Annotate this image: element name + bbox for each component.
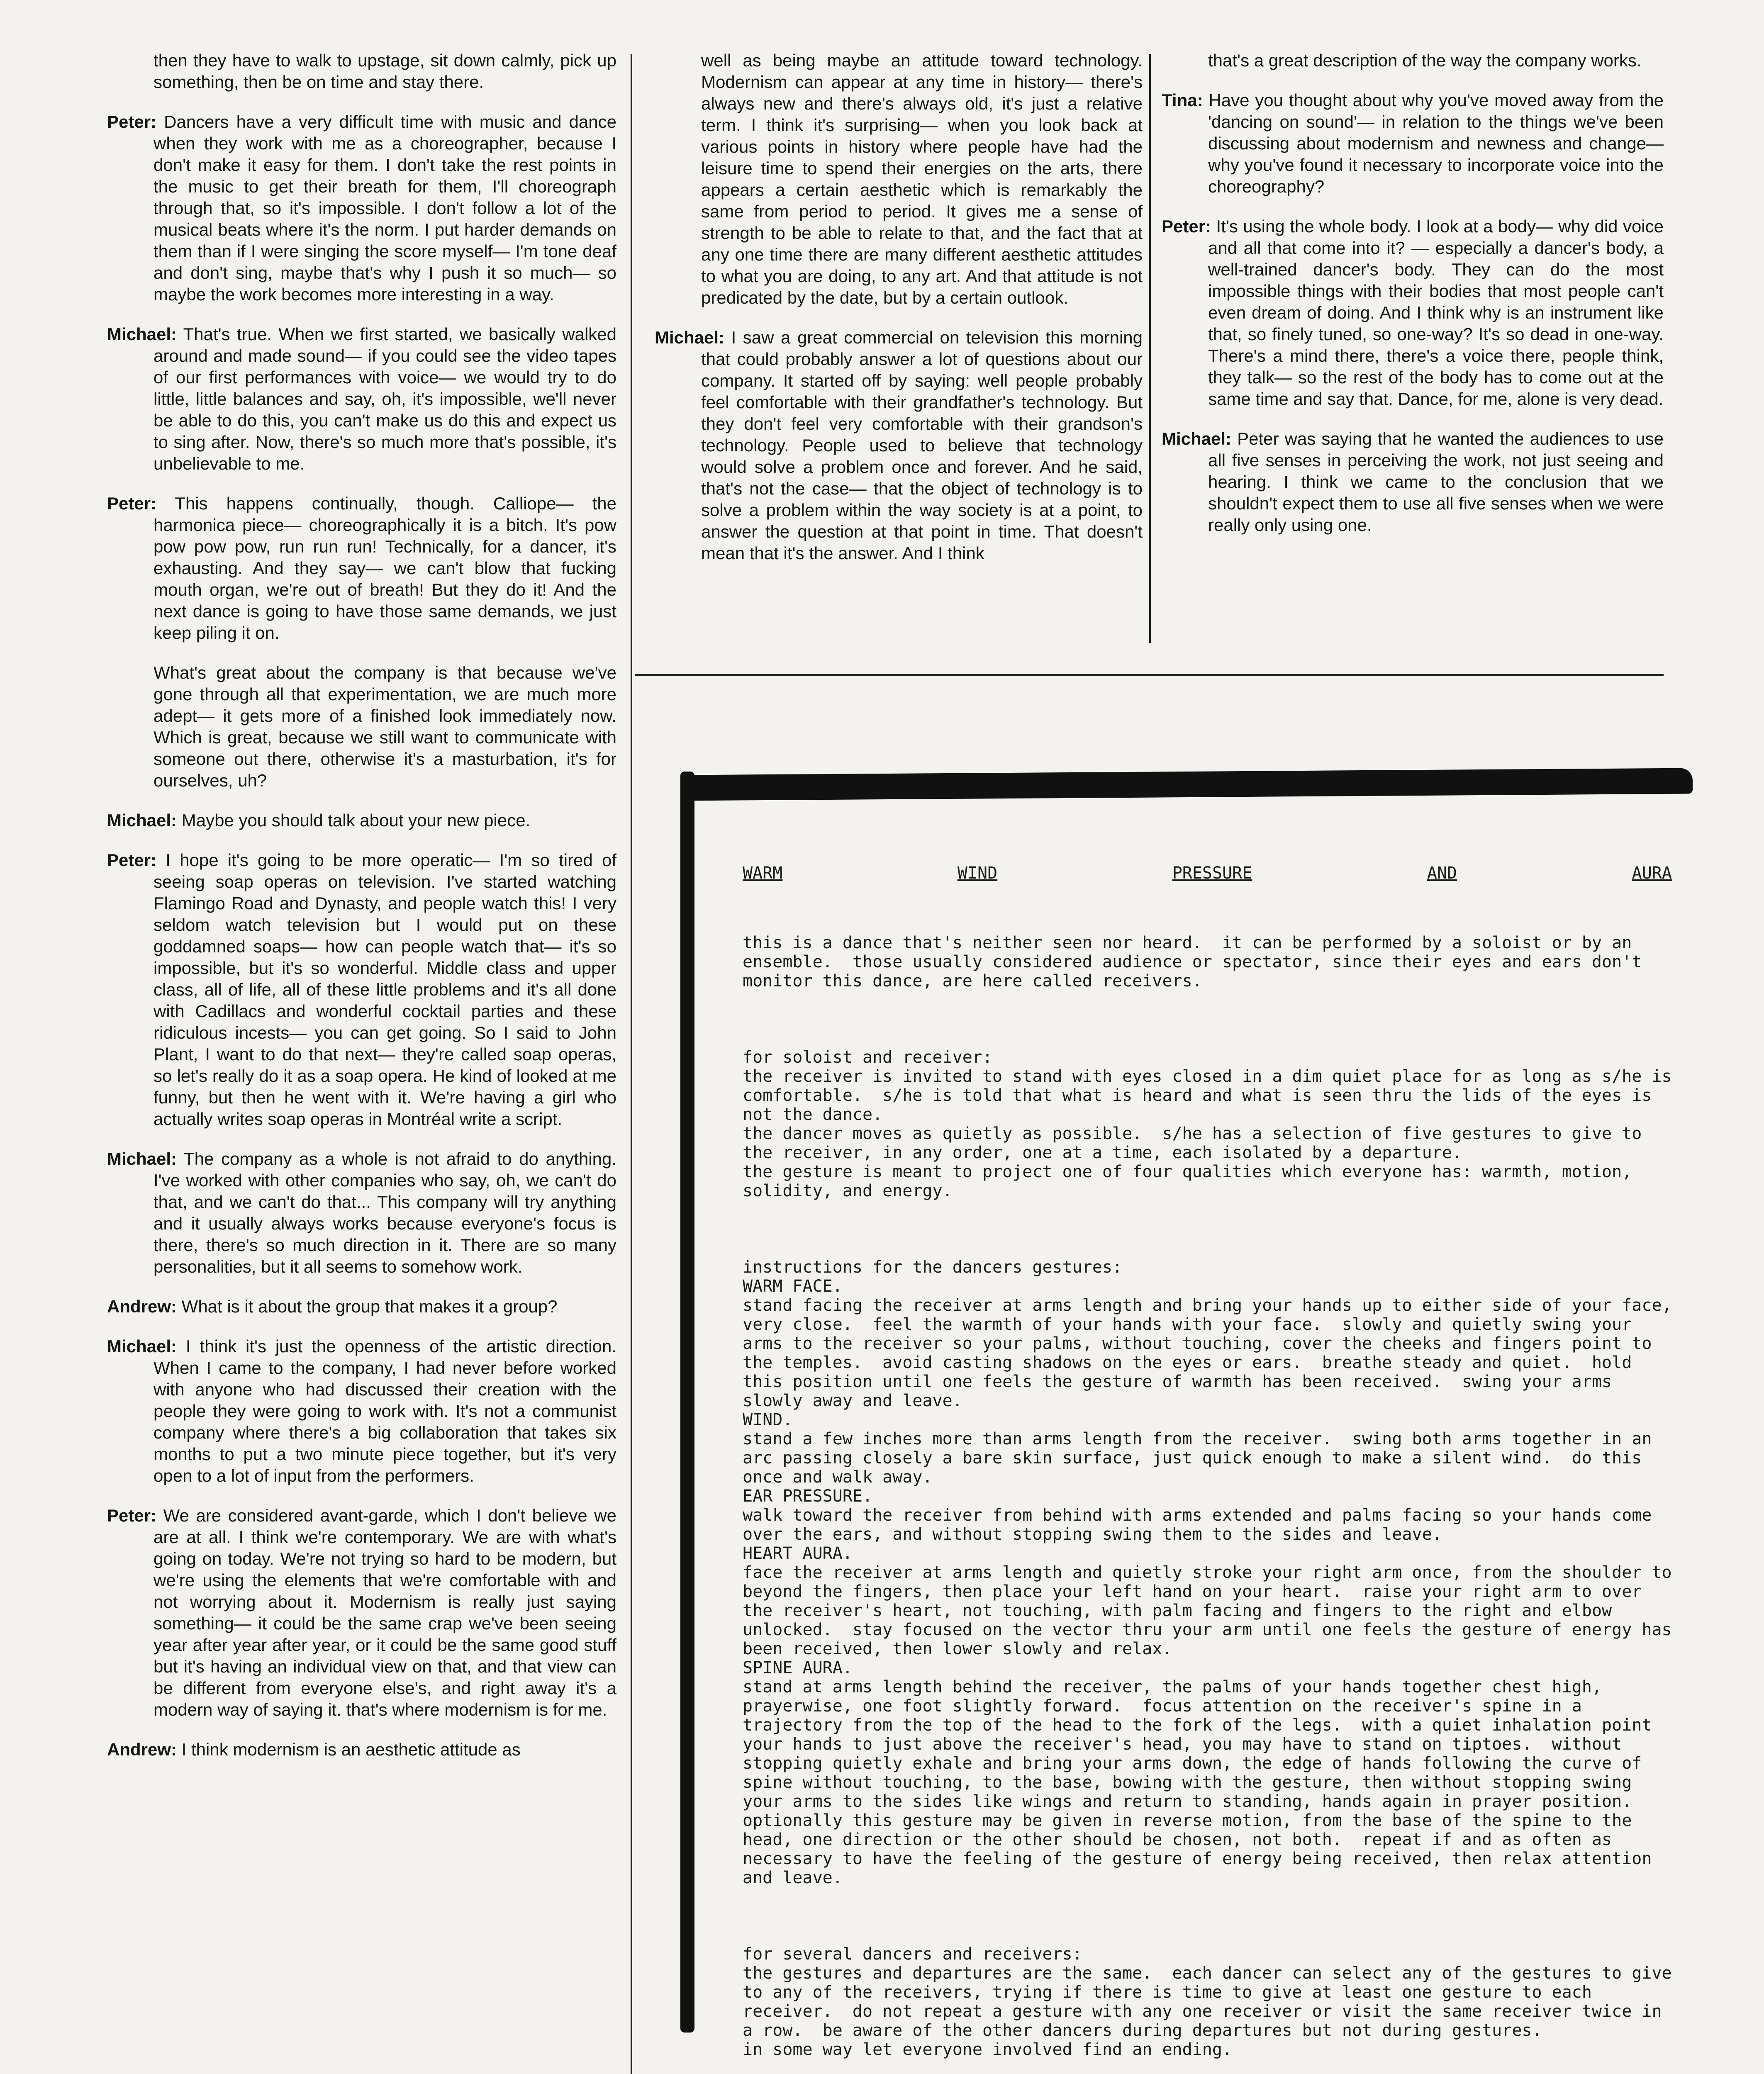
speaker-name: Tina:	[1162, 90, 1203, 110]
paragraph-text: The company as a whole is not afraid to do anything. I've worked with other companies who say, oh, we can't do that, and we can't do that... This company will try anything and it usually always works because everyone's focus is there, there's so much direction in it. There are so many personalities, but it all seems to somehow work.	[153, 1149, 616, 1276]
column-rule-left	[631, 54, 632, 2074]
score-paragraph: for several dancers and receivers: the gestures and departures are the same. each dancer can select any of the gestures to give to any of the receivers, trying if there is time to give at least one gesture to each receiver. do not repeat a gesture with any one receiver or visit the same receiver twice in a row. be aware of the other dancers during departures but not during gestures. in some way let everyone involved find an ending.	[743, 1945, 1672, 2059]
speaker-name: Andrew:	[107, 1297, 177, 1316]
paragraph-text: I hope it's going to be more operatic— I'm so tired of seeing soap operas on television. I've started watching Flamingo Road and Dynasty, and people watch this! I very seldom watch television but I would put on these goddamned soaps— how can people watch that— it's so impossible, but it's so wonderful. Middle class and upper class, all of life, all of these little problems and it's all done with Cadillacs and wonderful cocktail parties and these ridiculous incests— you can get going. So I said to John Plant, I want to do that next— they're called soap operas, so let's really do it as a soap opera. He kind of looked at me funny, but then he went with it. We're having a girl who actually writes soap operas in Montréal write a script.	[153, 850, 616, 1129]
score-title-word: AND	[1427, 864, 1457, 883]
interview-paragraph	[107, 1296, 616, 1317]
paragraph-text: I think modernism is an aesthetic attitude as	[181, 1740, 521, 1759]
paragraph-text: then they have to walk to upstage, sit down calmly, pick up something, then be on time and stay there.	[153, 51, 616, 92]
interview-paragraph	[655, 50, 1143, 309]
speaker-name: Michael:	[107, 324, 177, 344]
interview-paragraph	[1162, 90, 1664, 197]
speaker-name: Peter:	[107, 112, 157, 131]
paragraph-text: Dancers have a very difficult time with music and dance when they work with me as a choreographer, because I don't make it easy for them. I don't take the rest points in the music to get their breath for them, I'll choreograph through that, so it's impossible. I don't follow a lot of the musical beats where it's the norm. I put harder demands on them than if I were singing the score myself— I'm tone deaf and don't sing, maybe that's why I push it so much— so maybe the work becomes more interesting in a way.	[153, 112, 616, 304]
speaker-name: Michael:	[107, 1336, 177, 1356]
speaker-name: Peter:	[107, 850, 157, 870]
score-title-word: AURA	[1632, 864, 1672, 883]
score-title-word: PRESSURE	[1172, 864, 1252, 883]
speaker-name: Peter:	[107, 494, 157, 513]
interview-paragraph	[107, 1148, 616, 1278]
column-rule-right	[1149, 54, 1151, 643]
speaker-name: Michael:	[107, 811, 177, 830]
paragraph-text: Peter was saying that he wanted the audiences to use all five senses in perceiving the work, not just seeing and hearing. I think we came to the conclusion that we shouldn't expect them to use all five senses when we were really only using one.	[1208, 429, 1664, 535]
speaker-name: Peter:	[107, 1506, 157, 1525]
paragraph-text: I saw a great commercial on television this morning that could probably answer a lot of questions about our company. It started off by saying: well people probably feel comfortable with their grandfather's technology. But they don't feel very comfortable with their grandson's technology. People used to believe that technology would solve a problem once and forever. And he said, that's not the case— that the object of technology is to solve a problem within the way society is at a point, to answer the question at that point in time. That doesn't mean that it's the answer. And I think	[701, 328, 1143, 563]
speaker-name: Michael:	[107, 1149, 177, 1168]
score-box	[680, 772, 1672, 2059]
interview-paragraph	[107, 50, 616, 93]
score-title-word: WARM	[743, 864, 783, 883]
interview-column-3	[1162, 50, 1664, 554]
score-paragraph: this is a dance that's neither seen nor heard. it can be performed by a soloist or by an ensemble. those usually considered audience or spectator, since their eyes and ears don't monitor this dance, are here called receivers.	[743, 933, 1652, 991]
paragraph-text: that's a great description of the way the company works.	[1208, 51, 1642, 70]
speaker-name: Michael:	[655, 328, 725, 347]
speaker-name: Michael:	[1162, 429, 1232, 448]
paragraph-text: We are considered avant-garde, which I don't believe we are at all. I think we're contemporary. We are with what's going on today. We're not trying so hard to be modern, but we're using the elements that we're comfortable with and not worrying about it. Modernism is really just saying something— it could be the same crap we've been seeing year after year after year, or it could be the same good stuff but it's having an individual view on that, and that view can be different from everyone else's, and right away it's a modern way of saying it. that's where modernism is for me.	[153, 1506, 616, 1719]
interview-paragraph	[107, 324, 616, 475]
interview-paragraph	[107, 810, 616, 831]
paragraph-text: This happens continually, though. Calliope— the harmonica piece— choreographically it is a bitch. It's pow pow pow pow, run run run! Technically, for a dancer, it's exhausting. And they say— we can't blow that fucking mouth organ, we're out of breath! But they do it! And the next dance is going to have those same demands, we just keep piling it on.	[153, 494, 616, 643]
paragraph-text: I think it's just the openness of the artistic direction. When I came to the company, I had never before worked with anyone who had discussed their creation with the people they were going to work with. It's not a communist company where there's a big collaboration that takes six months to put a two minute piece together, but it's very open to a lot of input from the performers.	[153, 1336, 617, 1485]
interview-paragraph	[107, 1336, 616, 1487]
interview-column-1	[107, 50, 616, 1779]
paragraph-text: Have you thought about why you've moved away from the 'dancing on sound'— in relation to the things we've been discussing about modernism and newness and change— why you've found it necessary to incorporate voice into the choreography?	[1208, 90, 1664, 196]
speaker-name: Peter:	[1162, 217, 1211, 236]
score-title	[743, 864, 1672, 883]
score-title-word: WIND	[957, 864, 998, 883]
speaker-name: Andrew:	[107, 1740, 177, 1759]
interview-paragraph	[655, 327, 1143, 564]
paragraph-text: What's great about the company is that because we've gone through all that experimentation, we are much more adept— it gets more of a finished look immediately now. Which is great, because we still want to communicate with someone out there, otherwise it's a masturbation, it's for ourselves, uh?	[153, 663, 616, 790]
interview-paragraph	[1162, 50, 1664, 71]
paragraph-text: That's true. When we first started, we basically walked around and made sound— if you could see the video tapes of our first performances with voice— we would try to do little, little balances and say, oh, it's impossible, we'll never be able to do this, you can't make us do this and expect us to sing after. Now, there's so much more that's possible, it's unbelievable to me.	[153, 324, 616, 473]
score-text	[743, 825, 1672, 2074]
interview-paragraph	[107, 662, 616, 791]
interview-paragraph	[1162, 216, 1664, 410]
score-paragraph: for soloist and receiver: the receiver is invited to stand with eyes closed in a dim quiet place for as long as s/he is comfortable. s/he is told that what is heard and what is seen thru the lids of the eyes is not the dance. the dancer moves as quietly as possible. s/he has a selection of five gestures to give to the receiver, in any order, one at a time, each isolated by a departure. the gesture is meant to project one of four qualities which everyone has: warmth, motion, solidity, and energy.	[743, 1048, 1672, 1200]
interview-paragraph	[1162, 428, 1664, 536]
paragraph-text: Maybe you should talk about your new piece.	[181, 811, 531, 830]
paragraph-text: well as being maybe an attitude toward technology. Modernism can appear at any time in history— there's always new and there's always old, it's just a relative term. I think it's surprising— when you look back at various points in history where people have had the leisure time to spend their energies on the arts, there appears a certain aesthetic which is remarkably the same from period to period. It gives me a sense of strength to be able to relate to that, and the fact that at any one time there are many different aesthetic attitudes to what you are doing, to any art. And that attitude is not predicated by the date, but by a certain outlook.	[701, 51, 1143, 307]
score-paragraph: instructions for the dancers gestures: WARM FACE. stand facing the receiver at arms length and bring your hands up to either side of your face, very close. feel the warmth of your hands with your face. slowly and quietly swing your arms to the receiver so your palms, without touching, cover the cheeks and fingers point to the temples. avoid casting shadows on the eyes or ears. breathe steady and quiet. hold this position until one feels the gesture of warmth has been received. swing your arms slowly away and leave. WIND. stand a few inches more than arms length from the receiver. swing both arms together in an arc passing closely a bare skin surface, just quick enough to make a silent wind. do this once and walk away. EAR PRESSURE. walk toward the receiver from behind with arms extended and palms facing so your hands come over the ears, and without stopping swing them to the sides and leave. HEART AURA. face the receiver at arms length and quietly stroke your right arm once, from the shoulder to beyond the fingers, then place your left hand on your heart. raise your right arm to over the receiver's heart, not touching, with palm facing and fingers to the right and elbow unlocked. stay focused on the vector thru your arm until one feels the gesture of energy has been received, then lower slowly and relax. SPINE AURA. stand at arms length behind the receiver, the palms of your hands together chest high, prayerwise, one foot slightly forward. focus attention on the receiver's spine in a trajectory from the top of the head to the fork of the legs. with a quiet inhalation point your hands to just above the receiver's head, you may have to stand on tiptoes. without stopping quietly exhale and bring your arms down, the edge of hands following the curve of spine without touching, to the base, bowing with the gesture, then without stopping swing your arms to the sides like wings and return to standing, hands again in prayer position. optionally this gesture may be given in reverse motion, from the base of the spine to the head, one direction or the other should be chosen, not both. repeat if and as often as necessary to have the feeling of the gesture of energy being received, then relax attention and leave.	[743, 1258, 1672, 1887]
paragraph-text: What is it about the group that makes it a group?	[181, 1297, 558, 1316]
interview-column-2	[655, 50, 1143, 582]
interview-paragraph	[107, 1505, 616, 1721]
interview-paragraph	[107, 111, 616, 305]
score-border-top	[680, 768, 1693, 801]
interview-paragraph	[107, 1739, 616, 1760]
column-rule-bottom-mid	[635, 674, 1664, 676]
paragraph-text: It's using the whole body. I look at a body— why did voice and all that come into it? — especially a dancer's body, a well-trained dancer's body. They can do the most impossible things with their bodies that most people can't even dream of doing. And I think why is an instrument like that, so finely tuned, so one-way? It's so dead in one-way. There's a mind there, there's a voice there, people think, they talk— so the rest of the body has to come out at the same time and say that. Dance, for me, alone is very dead.	[1208, 217, 1664, 409]
interview-paragraph	[107, 850, 616, 1130]
score-border-left	[680, 772, 694, 2033]
interview-paragraph	[107, 493, 616, 644]
